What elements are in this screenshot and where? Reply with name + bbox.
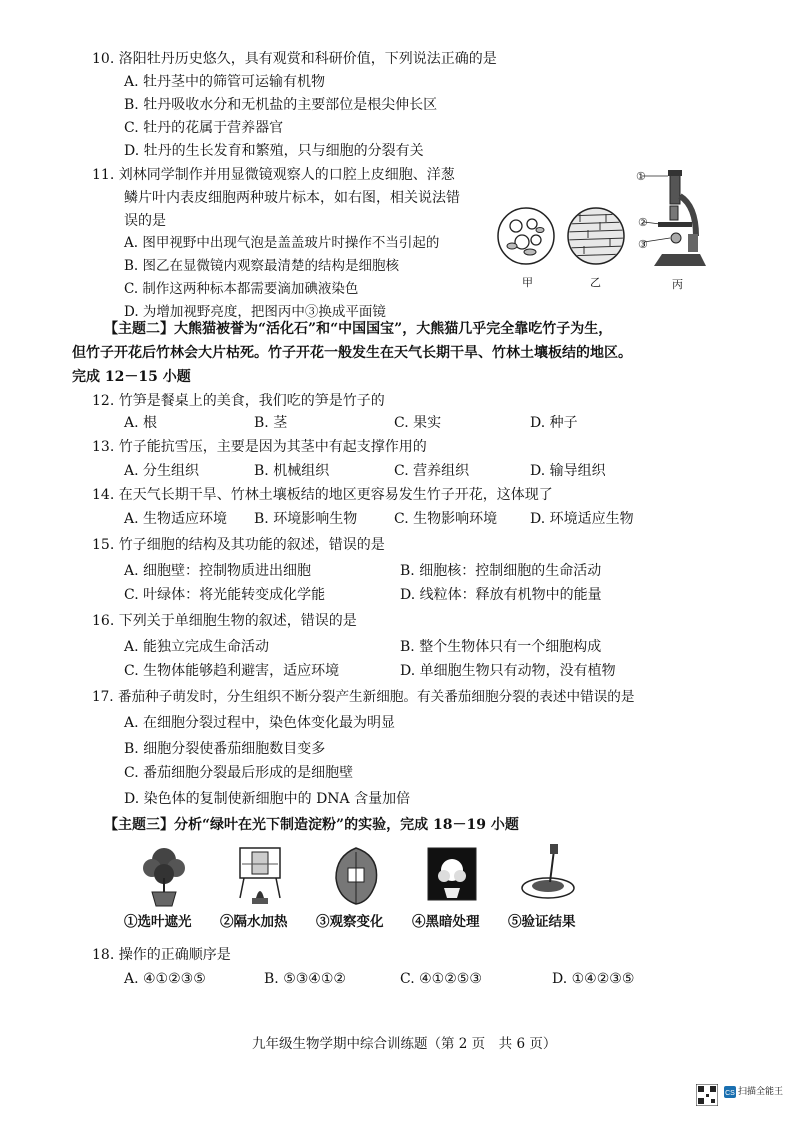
q17-option-c: C. 番茄细胞分裂最后形成的是细胞壁 <box>124 765 354 781</box>
q11-stem-line-1: 11. 刘林同学制作并用显微镜观察人的口腔上皮细胞、洋葱 <box>92 167 455 183</box>
water-bath-icon <box>230 842 290 908</box>
q16-option-c: C. 生物体能够趋利避害，适应环境 <box>124 663 340 679</box>
q17-option-b: B. 细胞分裂使番茄细胞数目变多 <box>124 741 326 757</box>
figure-label-bing: 丙 <box>672 278 683 291</box>
leaf-icon <box>326 842 386 908</box>
q14-option-d: D. 环境适应生物 <box>530 511 634 527</box>
microscope-mark-3: ③ <box>638 238 648 251</box>
q18-option-c: C. ④①②⑤③ <box>400 971 482 987</box>
experiment-step-2-caption: ②隔水加热 <box>220 914 288 930</box>
dark-box-icon <box>422 842 482 908</box>
q17-option-d: D. 染色体的复制使新细胞中的 DNA 含量加倍 <box>124 791 411 807</box>
q12-option-c: C. 果实 <box>394 415 442 431</box>
experiment-steps <box>124 838 584 934</box>
experiment-step-3-caption: ③观察变化 <box>316 914 384 930</box>
q15-option-c: C. 叶绿体：将光能转变成化学能 <box>124 587 326 603</box>
svg-text:CS: CS <box>725 1090 735 1097</box>
q18-stem: 18. 操作的正确顺序是 <box>92 947 231 963</box>
q10-stem: 10. 洛阳牡丹历史悠久，具有观赏和科研价值，下列说法正确的是 <box>92 51 497 67</box>
q11-option-d: D. 为增加视野亮度，把图丙中③换成平面镜 <box>124 304 386 320</box>
q16-stem: 16. 下列关于单细胞生物的叙述，错误的是 <box>92 613 357 629</box>
q11-stem-line-3: 误的是 <box>124 213 166 229</box>
q13-option-b: B. 机械组织 <box>254 463 330 479</box>
qr-code-icon <box>696 1084 718 1106</box>
q18-option-d: D. ①④②③⑤ <box>552 971 635 987</box>
q14-option-b: B. 环境影响生物 <box>254 511 358 527</box>
q16-option-a: A. 能独立完成生命活动 <box>124 639 270 655</box>
q13-stem: 13. 竹子能抗雪压，主要是因为其茎中有起支撑作用的 <box>92 439 427 455</box>
experiment-step-5 <box>508 838 592 934</box>
q13-option-d: D. 输导组织 <box>530 463 606 479</box>
experiment-step-4-caption: ④黑暗处理 <box>412 914 480 930</box>
q16-option-d: D. 单细胞生物只有动物，没有植物 <box>400 663 616 679</box>
q12-stem: 12. 竹笋是餐桌上的美食，我们吃的笋是竹子的 <box>92 393 385 409</box>
q11-option-b: B. 图乙在显微镜内观察最清楚的结构是细胞核 <box>124 258 400 274</box>
q12-option-b: B. 茎 <box>254 415 288 431</box>
experiment-step-5-caption: ⑤验证结果 <box>508 914 576 930</box>
figure-label-jia: 甲 <box>522 276 533 289</box>
q10-option-d: D. 牡丹的生长发育和繁殖，只与细胞的分裂有关 <box>124 143 424 159</box>
q14-stem: 14. 在天气长期干旱、竹林土壤板结的地区更容易发生竹子开花，这体现了 <box>92 487 553 503</box>
petri-dish-icon <box>518 842 578 908</box>
theme3-line: 【主题三】分析“绿叶在光下制造淀粉”的实验，完成 18－19 小题 <box>104 817 519 833</box>
experiment-step-4 <box>412 838 496 934</box>
q16-option-b: B. 整个生物体只有一个细胞构成 <box>400 639 602 655</box>
q13-option-a: A. 分生组织 <box>124 463 200 479</box>
scanner-brand: 扫描全能王 <box>738 1086 784 1096</box>
page-footer: 九年级生物学期中综合训练题（第 2 页 共 6 页） <box>252 1036 557 1052</box>
q12-option-a: A. 根 <box>124 415 158 431</box>
q15-stem: 15. 竹子细胞的结构及其功能的叙述，错误的是 <box>92 537 385 553</box>
q11-option-a: A. 图甲视野中出现气泡是盖盖玻片时操作不当引起的 <box>124 235 440 251</box>
experiment-step-3 <box>316 838 400 934</box>
potted-plant-icon <box>134 842 194 908</box>
q12-option-d: D. 种子 <box>530 415 578 431</box>
microscope-mark-2: ② <box>638 216 648 229</box>
q10-option-a: A. 牡丹茎中的筛管可运输有机物 <box>124 74 326 90</box>
figure-label-yi: 乙 <box>590 276 601 289</box>
q10-option-c: C. 牡丹的花属于营养器官 <box>124 120 284 136</box>
q11-stem-line-2: 鳞片叶内表皮细胞两种玻片标本，如右图，相关说法错 <box>124 190 460 206</box>
q15-option-a: A. 细胞壁：控制物质进出细胞 <box>124 563 312 579</box>
q15-option-b: B. 细胞核：控制细胞的生命活动 <box>400 563 602 579</box>
q18-option-a: A. ④①②③⑤ <box>124 971 206 987</box>
q11-option-c: C. 制作这两种标本都需要滴加碘液染色 <box>124 281 359 297</box>
q13-option-c: C. 营养组织 <box>394 463 470 479</box>
figure-cheek-cells <box>496 204 556 268</box>
experiment-step-1 <box>124 838 208 934</box>
q17-option-a: A. 在细胞分裂过程中，染色体变化最为明显 <box>124 715 396 731</box>
theme2-line-1: 【主题二】大熊猫被誉为“活化石”和“中国国宝”，大熊猫几乎完全靠吃竹子为生， <box>104 321 613 337</box>
experiment-step-2 <box>220 838 304 934</box>
figure-onion-cells <box>566 204 626 268</box>
microscope-mark-1: ① <box>636 170 646 183</box>
q10-option-b: B. 牡丹吸收水分和无机盐的主要部位是根尖伸长区 <box>124 97 438 113</box>
q18-option-b: B. ⑤③④①② <box>264 971 346 987</box>
q14-option-a: A. 生物适应环境 <box>124 511 228 527</box>
q17-stem: 17. 番茄种子萌发时，分生组织不断分裂产生新细胞。有关番茄细胞分裂的表述中错误的是 <box>92 689 635 705</box>
q14-option-c: C. 生物影响环境 <box>394 511 498 527</box>
experiment-step-1-caption: ①选叶遮光 <box>124 914 192 930</box>
q15-option-d: D. 线粒体：释放有机物中的能量 <box>400 587 602 603</box>
theme2-line-2: 但竹子开花后竹林会大片枯死。竹子开花一般发生在天气长期干旱、竹林土壤板结的地区。 <box>72 345 632 361</box>
scanner-stamp <box>696 1082 786 1108</box>
theme2-line-3: 完成 12－15 小题 <box>72 369 191 385</box>
microscope-icon <box>636 166 716 274</box>
cs-logo-icon <box>724 1086 736 1098</box>
